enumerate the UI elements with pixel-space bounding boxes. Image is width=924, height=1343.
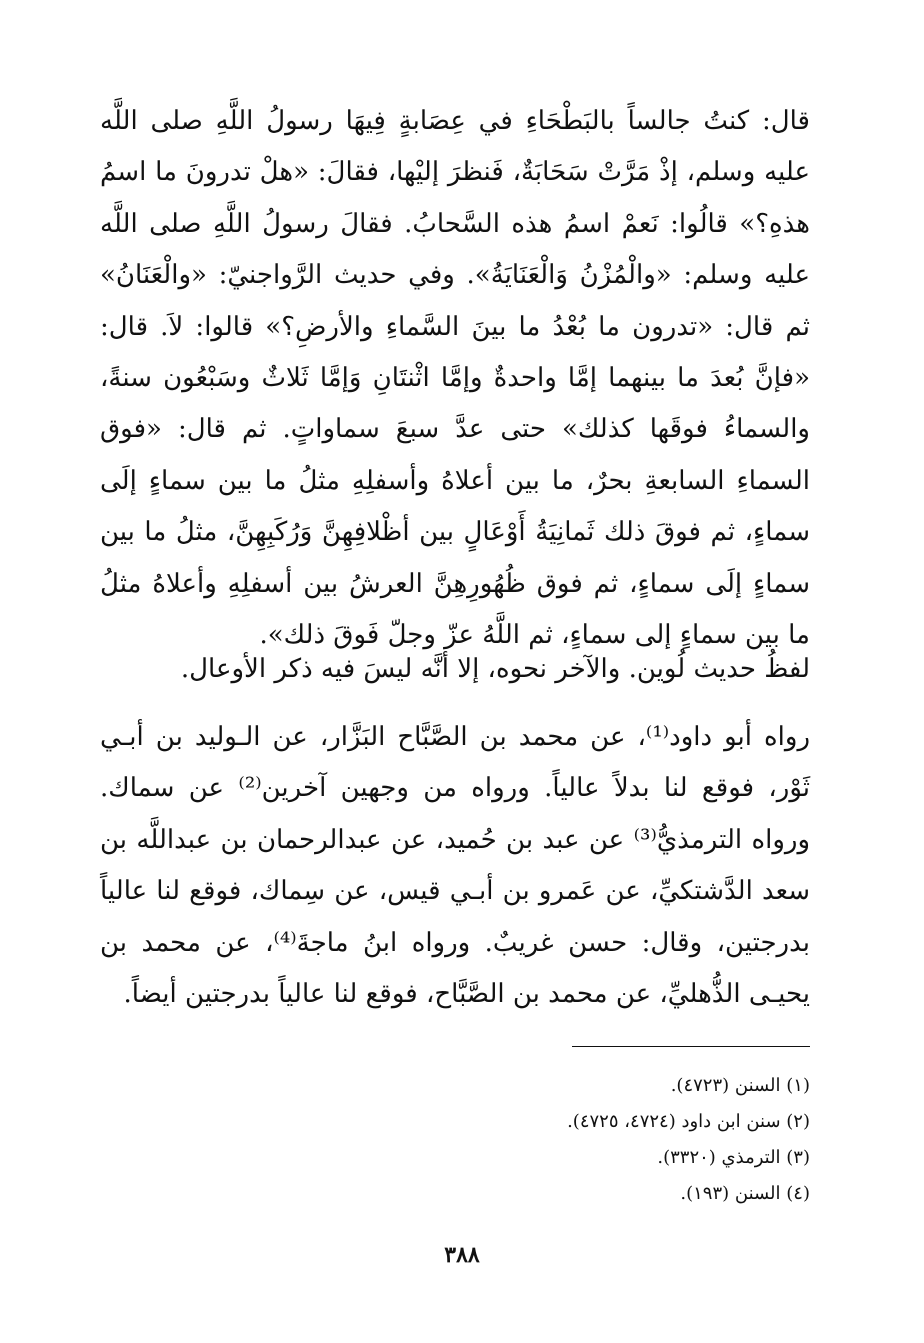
footnote-divider — [572, 1046, 810, 1047]
footnote-item-3: (٣) الترمذي (٣٣٢٠). — [657, 1147, 810, 1168]
page-number: ٣٨٨ — [444, 1242, 480, 1268]
footnote-item-2: (٢) سنن ابن داود (٤٧٢٤، ٤٧٢٥). — [567, 1111, 810, 1132]
footnotes-list — [300, 1068, 810, 1212]
footnote-item-4: (٤) السنن (١٩٣). — [680, 1183, 810, 1204]
main-paragraph-narration-chains: رواه أبو داود⁽¹⁾، عن محمد بن الصَّبَّاح البَزَّار، عن الـوليد بن أبـي ثَوْر، فوقع لنا بدلاً عالياً. ورواه من وجهين آخرين⁽²⁾ عن سماك. ورواه الترمذيُّ⁽³⁾ عن عبد بن حُميد، عن عبدالرحمان بن عبداللَّه بن سعد الدَّشتكيِّ، عن عَمرو بن أبـي قيس، عن سِماك، فوقع لنا عالياً بدرجتين، وقال: حسن غريبٌ. ورواه ابنُ ماجةَ⁽⁴⁾، عن محمد بن يحيـى الذُّهليِّ، عن محمد بن الصَّبَّاح، فوقع لنا عالياً بدرجتين أيضاً. — [100, 722, 811, 1010]
footnote-item-1: (١) السنن (٤٧٢٣). — [670, 1075, 810, 1096]
main-paragraph-hadith-text: قال: كنتُ جالساً بالبَطْحَاءِ في عِصَابةٍ فِيهَا رسولُ اللَّهِ صلى اللَّه عليه وسلم، إذْ مَرَّتْ سَحَابَةٌ، فَنظرَ إليْها، فقالَ: «هلْ تدرونَ ما اسمُ هذهِ؟» قالُوا: نَعمْ اسمُ هذه السَّحابُ. فقالَ رسولُ اللَّهِ صلى اللَّه عليه وسلم: «والْمُزْنُ وَالْعَنَايَةُ». وفي حديث الرَّواجنيّ: «والْعَنَانُ» ثم قال: «تدرون ما بُعْدُ ما بينَ السَّماءِ والأرضِ؟» قالوا: لاَ. قال: «فإنَّ بُعدَ ما بينهما إمَّا واحدةٌ وإمَّا اثْنتَانِ وَإمَّا ثَلاثٌ وسَبْعُون سنةً، والسماءُ فوقَها كذلك» حتى عدَّ سبعَ سماواتٍ. ثم قال: «فوق السماءِ السابعةِ بحرٌ، ما بين أعلاهُ وأسفلِهِ مثلُ ما بين سماءٍ إلَى سماءٍ، ثم فوقَ ذلك ثَمانِيَةُ أَوْعَالٍ بين أظْلافِهِنَّ وَرُكَبِهِنَّ، مثلُ ما بين سماءٍ إلَى سماءٍ، ثم فوق ظُهُورِهِنَّ العرشُ بين أسفلِهِ وأعلاهُ مثلُ ما بين سماءٍ إلى سماءٍ، ثم اللَّهُ عزّ وجلّ فَوقَ ذلك». — [100, 106, 810, 651]
main-paragraph-wording-note: لفظُ حديث لُوين. والآخر نحوه، إلا أنَّه ليسَ فيه ذكر الأوعال. — [180, 654, 810, 684]
